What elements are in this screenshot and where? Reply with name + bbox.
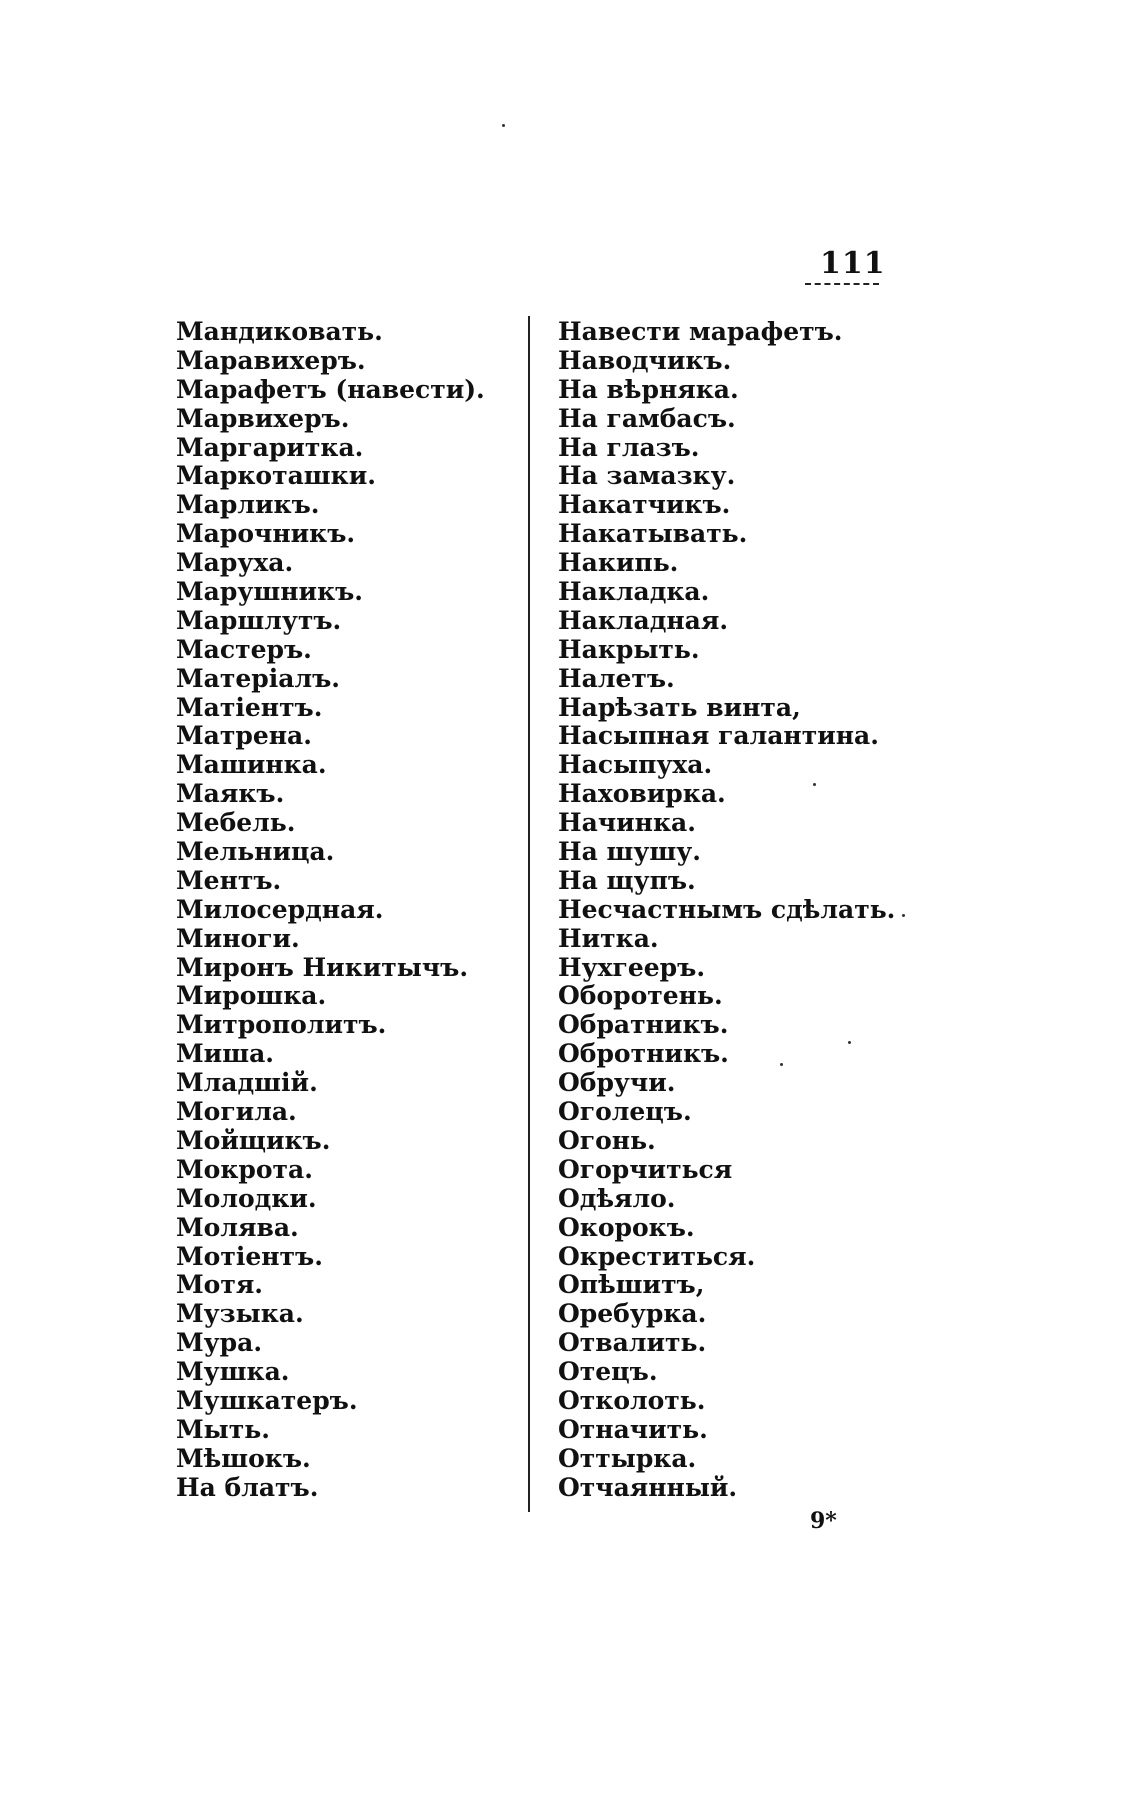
page-number: 111: [820, 246, 886, 281]
word-entry: Обротникъ.: [558, 1039, 729, 1069]
word-entry: Начинка.: [558, 808, 696, 838]
word-entry: Наводчикъ.: [558, 345, 732, 375]
word-entry: Наховирка.: [558, 779, 726, 809]
word-entry: Нухгееръ.: [558, 952, 706, 982]
word-entry: Отначить.: [558, 1414, 708, 1444]
word-entry: Огорчиться: [558, 1154, 733, 1184]
word-entry: Мандиковать.: [176, 317, 383, 346]
word-entry: На вѣрняка.: [558, 374, 739, 404]
word-entry: Мойщикъ.: [176, 1125, 331, 1155]
word-entry: Оттырка.: [558, 1443, 697, 1473]
word-entry: Молява.: [176, 1212, 299, 1242]
word-entry: Мушкатеръ.: [176, 1385, 358, 1415]
word-entry: Огонь.: [558, 1125, 656, 1155]
word-entry: Маркоташки.: [176, 461, 376, 491]
word-entry: Мельница.: [176, 837, 335, 867]
word-entry: Налетъ.: [558, 663, 675, 693]
word-entry: Мастеръ.: [176, 634, 312, 664]
word-entry: Мирошка.: [176, 981, 327, 1011]
print-speck: [502, 124, 505, 127]
word-entry: Ментъ.: [176, 865, 282, 895]
word-entry: Накипь.: [558, 548, 679, 578]
word-entry: Маравихеръ.: [176, 345, 366, 375]
word-entry: Несчастнымъ сдѣлать.: [558, 894, 896, 924]
word-entry: Мотя.: [176, 1270, 264, 1300]
word-entry: Матрена.: [176, 721, 312, 751]
word-entry: На шушу.: [558, 837, 701, 867]
word-entry: Мыть.: [176, 1414, 270, 1444]
print-speck: [848, 1041, 851, 1044]
word-entry: Митрополитъ.: [176, 1010, 387, 1040]
word-entry: Миноги.: [176, 923, 300, 953]
word-entry: Оборотень.: [558, 981, 723, 1011]
word-entry: На блатъ.: [176, 1472, 319, 1502]
word-entry: На гамбасъ.: [558, 403, 736, 433]
column-divider: [528, 316, 530, 1512]
word-entry: Окреститься.: [558, 1241, 756, 1271]
word-entry: Обратникъ.: [558, 1010, 729, 1040]
word-entry: Опѣшитъ,: [558, 1270, 705, 1300]
word-entry: Младшій.: [176, 1068, 318, 1098]
print-speck: [902, 914, 905, 917]
word-entry: Мебель.: [176, 808, 296, 838]
word-entry: Маруха.: [176, 548, 294, 578]
word-entry: Отецъ.: [558, 1357, 658, 1387]
word-entry: Окорокъ.: [558, 1212, 695, 1242]
word-entry: Могила.: [176, 1097, 297, 1127]
word-entry: Обручи.: [558, 1068, 676, 1098]
word-entry: Маршлутъ.: [176, 605, 342, 635]
word-entry: Марликъ.: [176, 490, 320, 520]
word-entry: На щупъ.: [558, 865, 696, 895]
word-entry: Отколоть.: [558, 1385, 706, 1415]
word-entry: Мушка.: [176, 1357, 290, 1387]
word-entry: Мура.: [176, 1328, 263, 1358]
word-entry: Оребурка.: [558, 1299, 707, 1329]
word-entry: Отчаянный.: [558, 1472, 738, 1502]
word-entry: Накатывать.: [558, 519, 748, 549]
word-entry: Отвалить.: [558, 1328, 707, 1358]
left-word-column: [176, 318, 546, 1503]
word-entry: Насыпуха.: [558, 750, 713, 780]
print-speck: [813, 783, 816, 786]
word-entry: Матіентъ.: [176, 692, 323, 722]
word-entry: Маргаритка.: [176, 432, 364, 462]
word-entry: На замазку.: [558, 461, 736, 491]
word-entry: Музыка.: [176, 1299, 304, 1329]
word-entry: Матеріалъ.: [176, 663, 340, 693]
word-entry: Накатчикъ.: [558, 490, 731, 520]
word-entry: Нитка.: [558, 923, 659, 953]
word-entry: Молодки.: [176, 1183, 317, 1213]
page-number-rule: [805, 283, 879, 285]
word-entry: Мокрота.: [176, 1154, 313, 1184]
word-entry: Машинка.: [176, 750, 327, 780]
print-speck: [780, 1063, 783, 1066]
right-word-column: [558, 318, 958, 1503]
word-entry: На глазъ.: [558, 432, 700, 462]
word-entry: Накладка.: [558, 577, 710, 607]
word-entry: Накладная.: [558, 605, 729, 635]
word-entry: Марвихеръ.: [176, 403, 350, 433]
word-entry: Насыпная галантина.: [558, 721, 879, 751]
word-entry: Миша.: [176, 1039, 274, 1069]
word-entry: Навести марафетъ.: [558, 317, 843, 346]
word-entry: Маякъ.: [176, 779, 285, 809]
signature-mark: 9*: [810, 1508, 837, 1534]
word-entry: Оголецъ.: [558, 1097, 692, 1127]
word-entry: Марочникъ.: [176, 519, 356, 549]
word-entry: Марушникъ.: [176, 577, 363, 607]
word-entry: Нарѣзать винта,: [558, 692, 801, 722]
word-entry: Марафетъ (навести).: [176, 374, 485, 404]
word-entry: Милосердная.: [176, 894, 384, 924]
word-entry: Накрыть.: [558, 634, 700, 664]
word-entry: Миронъ Никитычъ.: [176, 952, 469, 982]
word-entry: Мѣшокъ.: [176, 1443, 311, 1473]
word-entry: Мотіентъ.: [176, 1241, 323, 1271]
word-entry: Одѣяло.: [558, 1183, 676, 1213]
